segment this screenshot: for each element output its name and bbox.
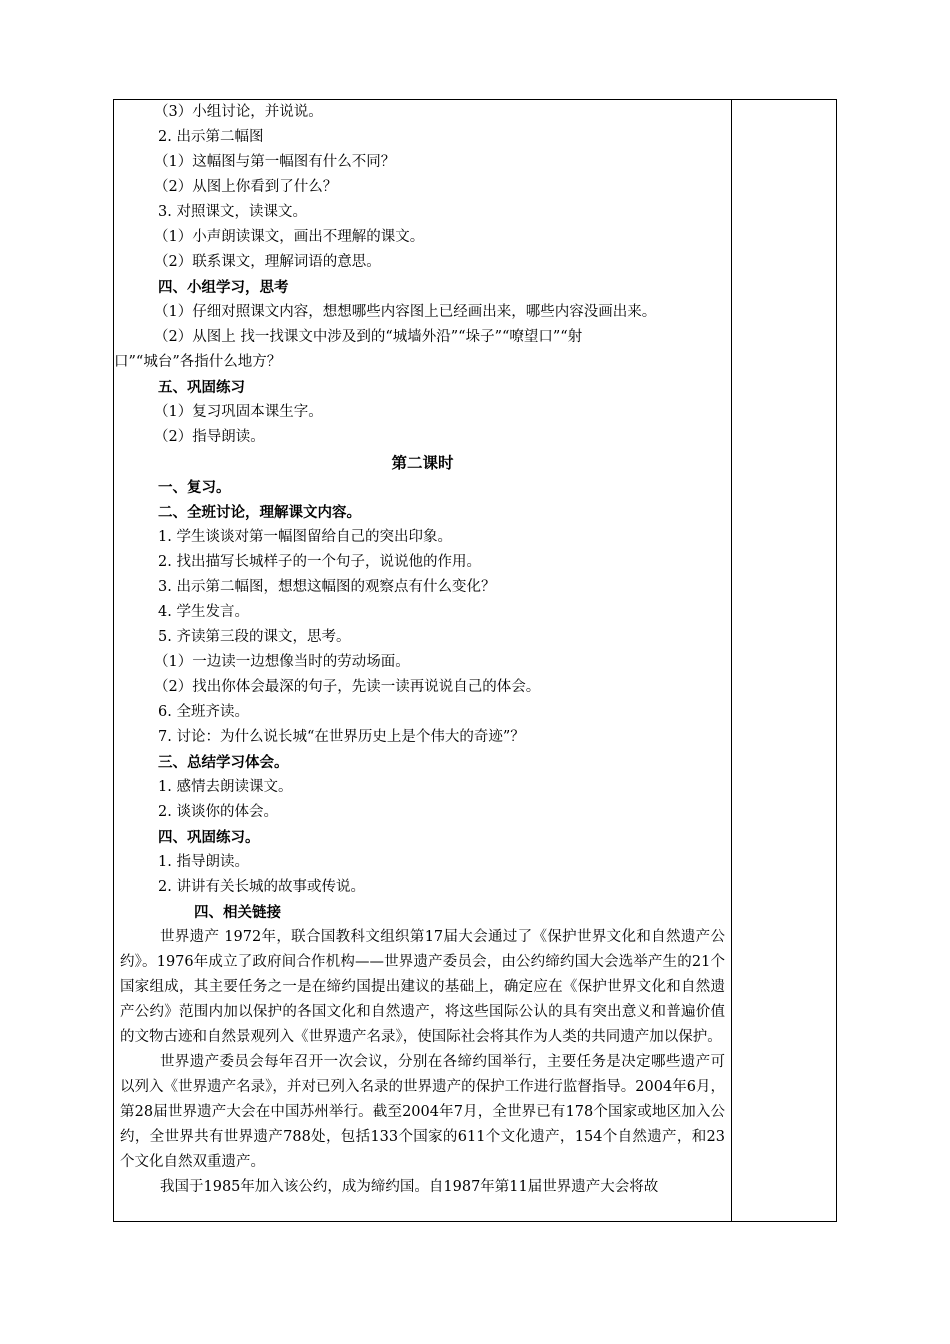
- content-line: 1. 学生谈谈对第一幅图留给自己的突出印象。: [158, 529, 452, 545]
- paragraph-world-heritage: 世界遗产 1972年，联合国教科文组织第17届大会通过了《保护世界文化和自然遗产公约》。1976年成立了政府间合作机构——世界遗产委员会，由公约缔约国大会选举产生的21个国家组成，其主要任务之一是在缔约国提出建议的基础上，确定应在《保护世界文化和自然遗产公约》范围内加以保护的各国文化和自然遗产，将这些国际公认的具有突出意义和普遍价值的文物古迹和自然景观列入《世界遗产名录》，使国际社会将其作为人类的共同遗产加以保护。: [120, 929, 725, 1045]
- paragraph-china: 我国于1985年加入该公约，成为缔约国。自1987年第11届世界遗产大会将故: [160, 1179, 659, 1195]
- lesson-part-one: [114, 100, 731, 450]
- content-line: 四、小组学习，思考: [158, 279, 289, 296]
- content-line: 一、复习。: [158, 479, 231, 496]
- content-line: 5. 齐读第三段的课文，思考。: [158, 629, 351, 645]
- lesson-part-two: [114, 475, 731, 900]
- content-line: 3. 对照课文，读课文。: [158, 204, 307, 220]
- paragraph-committee: 世界遗产委员会每年召开一次会议，分别在各缔约国举行，主要任务是决定哪些遗产可以列入《世界遗产名录》，并对已列入名录的世界遗产的保护工作进行监督指导。2004年6月，第28届世界遗产大会在中国苏州举行。截至2004年7月，全世界已有178个国家或地区加入公约，全世界共有世界遗产788处，包括133个国家的611个文化遗产，154个自然遗产，和23个文化自然双重遗产。: [120, 1054, 725, 1170]
- related-links-title: 四、相关链接: [194, 904, 281, 921]
- content-line: 4. 学生发言。: [158, 604, 249, 620]
- content-line: 2. 找出描写长城样子的一个句子，说说他的作用。: [158, 554, 481, 570]
- content-line: （2）从图上你看到了什么？: [154, 179, 338, 195]
- content-line: 2. 谈谈你的体会。: [158, 804, 278, 820]
- content-line: 三、总结学习体会。: [158, 754, 289, 771]
- content-line: 二、全班讨论，理解课文内容。: [158, 504, 361, 521]
- second-lesson-title: 第二课时: [391, 453, 454, 472]
- content-line: （1）小声朗读课文，画出不理解的课文。: [154, 229, 425, 245]
- content-line: （3）小组讨论，并说说。: [154, 104, 323, 120]
- content-line: 1. 指导朗读。: [158, 854, 249, 870]
- content-line: 2. 讲讲有关长城的故事或传说。: [158, 879, 365, 895]
- content-line: 四、巩固练习。: [158, 829, 260, 846]
- lesson-table: [113, 99, 837, 1222]
- content-line: （2）联系课文，理解词语的意思。: [154, 254, 381, 270]
- content-line: 3. 出示第二幅图，想想这幅图的观察点有什么变化？: [158, 579, 496, 595]
- content-line: 2. 出示第二幅图: [158, 129, 264, 145]
- content-line: （1）一边读一边想像当时的劳动场面。: [154, 654, 410, 670]
- content-line: （1）这幅图与第一幅图有什么不同？: [154, 154, 396, 170]
- content-line: 口”“城台”各指什么地方？: [114, 354, 282, 370]
- content-line: 五、巩固练习: [158, 379, 245, 396]
- content-line: 6. 全班齐读。: [158, 704, 249, 720]
- content-line: （1）复习巩固本课生字。: [154, 404, 323, 420]
- notes-cell: [732, 100, 836, 1221]
- content-line: （2）找出你体会最深的句子，先读一读再说说自己的体会。: [154, 679, 541, 695]
- content-line: 1. 感情去朗读课文。: [158, 779, 293, 795]
- content-line: （2）指导朗读。: [154, 429, 265, 445]
- content-line: （1）仔细对照课文内容，想想哪些内容图上已经画出来，哪些内容没画出来。: [154, 304, 657, 320]
- lesson-content: [114, 100, 731, 1200]
- content-line: 7. 讨论：为什么说长城“在世界历史上是个伟大的奇迹”？: [158, 729, 525, 745]
- lesson-content-cell: [114, 100, 731, 1221]
- content-line: （2）从图上 找一找课文中涉及到的“城墙外沿”“垛子”“嘹望口”“射: [154, 329, 583, 345]
